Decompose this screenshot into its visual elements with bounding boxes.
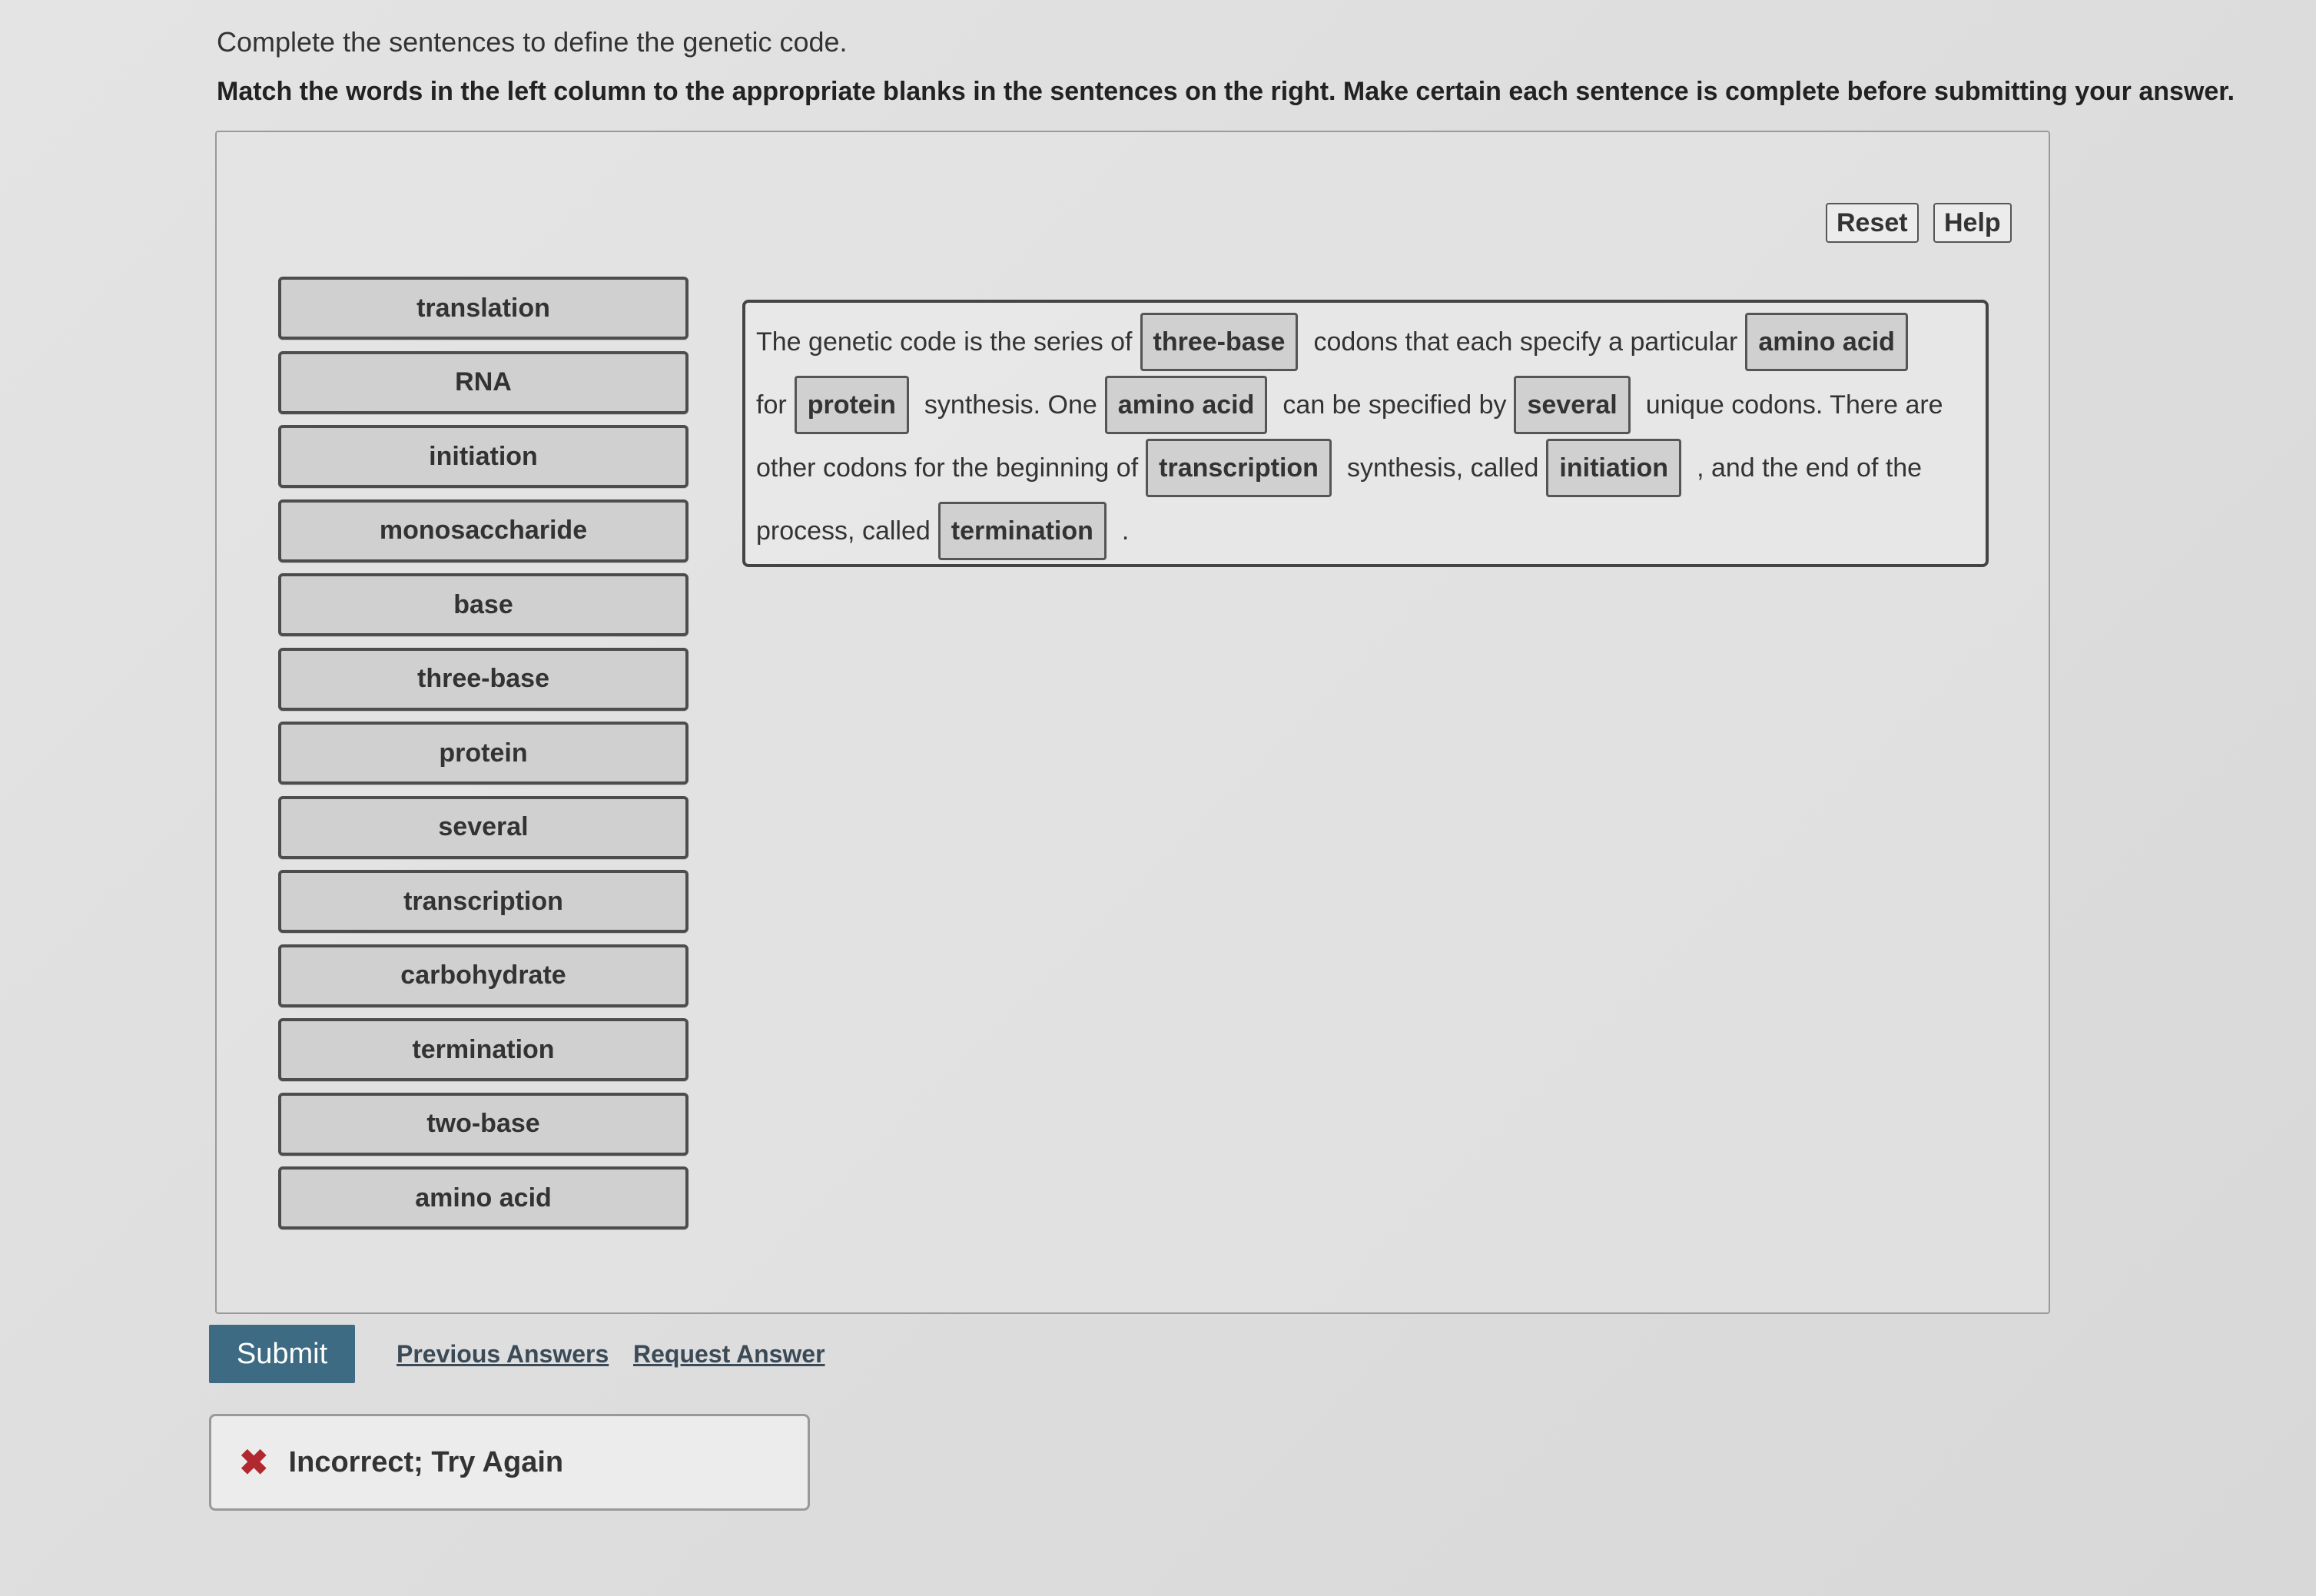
blank-slot[interactable]: amino acid bbox=[1745, 313, 1908, 371]
request-answer-link[interactable]: Request Answer bbox=[633, 1340, 825, 1368]
word-tile[interactable]: protein bbox=[278, 722, 688, 785]
word-tile[interactable]: base bbox=[278, 573, 688, 636]
sentence-text: other codons for the beginning of bbox=[756, 453, 1139, 483]
sentence-line bbox=[756, 310, 1975, 373]
blank-slot[interactable]: amino acid bbox=[1105, 376, 1268, 434]
sentence-text: , and the end of the bbox=[1697, 453, 1923, 483]
word-tile[interactable]: three-base bbox=[278, 648, 688, 711]
word-tile[interactable]: RNA bbox=[278, 351, 688, 414]
word-tile[interactable]: transcription bbox=[278, 870, 688, 933]
blank-slot[interactable]: three-base bbox=[1140, 313, 1299, 371]
word-tile[interactable]: carbohydrate bbox=[278, 944, 688, 1007]
sentence-text: process, called bbox=[756, 516, 931, 546]
sentence-text: synthesis, called bbox=[1346, 453, 1539, 483]
x-icon: ✖ bbox=[239, 1442, 269, 1482]
blank-slot[interactable]: several bbox=[1514, 376, 1630, 434]
word-tile[interactable]: two-base bbox=[278, 1093, 688, 1156]
sentence-text: codons that each specify a particular bbox=[1313, 327, 1738, 357]
instruction-text: Complete the sentences to define the genetic code. bbox=[217, 26, 848, 58]
word-bank bbox=[278, 277, 690, 1241]
word-tile[interactable]: amino acid bbox=[278, 1166, 688, 1229]
sentence-text: The genetic code is the series of bbox=[756, 327, 1133, 357]
help-button[interactable]: Help bbox=[1933, 203, 2012, 243]
submit-button[interactable]: Submit bbox=[209, 1325, 355, 1383]
sentence-line bbox=[756, 499, 1975, 562]
feedback-box bbox=[209, 1414, 810, 1511]
blank-slot[interactable]: initiation bbox=[1546, 439, 1681, 497]
sentence-text: . bbox=[1121, 516, 1130, 546]
blank-slot[interactable]: transcription bbox=[1146, 439, 1332, 497]
word-tile[interactable]: monosaccharide bbox=[278, 499, 688, 562]
sentence-text: unique codons. There are bbox=[1645, 390, 1943, 420]
word-tile[interactable]: several bbox=[278, 796, 688, 859]
sentence-text: for bbox=[756, 390, 787, 420]
instruction-detail: Match the words in the left column to the appropriate blanks in the sentences on the right. Make certain each sentence is complete before submitting your answer. bbox=[217, 77, 2235, 106]
word-tile[interactable]: termination bbox=[278, 1018, 688, 1081]
sentence-line bbox=[756, 436, 1975, 499]
previous-answers-link[interactable]: Previous Answers bbox=[397, 1340, 609, 1368]
word-tile[interactable]: initiation bbox=[278, 425, 688, 488]
blank-slot[interactable]: termination bbox=[938, 502, 1107, 560]
word-tile[interactable]: translation bbox=[278, 277, 688, 340]
sentence-text: can be specified by bbox=[1282, 390, 1507, 420]
reset-button[interactable]: Reset bbox=[1826, 203, 1919, 243]
sentence-text: synthesis. One bbox=[924, 390, 1097, 420]
blank-slot[interactable]: protein bbox=[795, 376, 909, 434]
sentence-line bbox=[756, 373, 1975, 436]
sentence-area bbox=[742, 300, 1989, 567]
feedback-message: Incorrect; Try Again bbox=[288, 1445, 564, 1478]
